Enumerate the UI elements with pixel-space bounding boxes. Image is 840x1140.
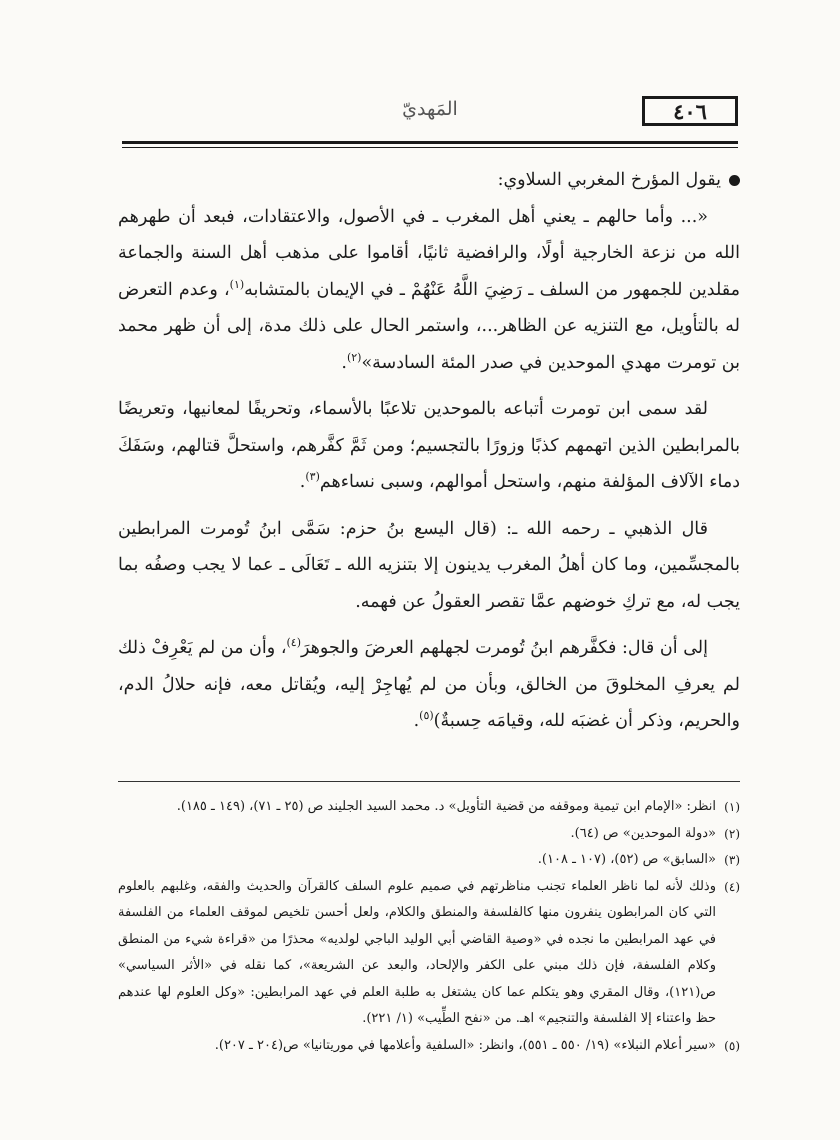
- header-rule-thin: [122, 147, 738, 148]
- quote-paragraph: [118, 199, 740, 382]
- footnote-3: [118, 847, 740, 874]
- paragraph-4-text-cont: ، وأن من لم يَعْرِفْ ذلك لم يعرفِ المخلوقَ من الخالق، وبأن من لم يُهاجِرْ إليه، ويُقاتل معه، فإنه حلالُ الدم، والحريم، وذكر أن غضبَه لله، وقيامَه حِسبةٌ): [118, 638, 740, 731]
- paragraph-3: [118, 511, 740, 621]
- bullet-icon: [729, 175, 740, 186]
- footnote-text: انظر: «الإمام ابن تيمية وموقفه من قضية التأويل» د. محمد السيد الجليند ص (٢٥ ـ ٧١)، (١٤٩ ـ ١٨٥).: [176, 799, 716, 814]
- footnote-text: وذلك لأنه لما ناظر العلماء تجنب مناظرتهم في صميم علوم السلف كالقرآن والحديث والفقه، وغلبهم بالعلوم التي كان المرابطون ينفرون منها كالفلسفة والمنطق والكلام، ولعل أحسن تلخيص لموقف العلماء من الفلسفة في عهد المرابطين ما نجده في «وصية القاضي أبي الوليد الباجي لولديه» محذرًا من «قراءة شيء من المنطق وكلام الفلسفة، فإن ذلك مبني على الكفر والإلحاد، والبعد عن الشريعة»، كما نقله في «الأثر السياسي» ص(١٢١)، وقال المقري وهو يتكلم عما كان يشتغل به طلبة العلم في عهد المرابطين: «وكل العلوم لها عندهم حظ واعتناء إلا الفلسفة والتنجيم» اهـ. من «نفح الطِّيب» (١/ ٢٢١).: [118, 878, 716, 1026]
- footnote-ref-5[interactable]: (٥): [419, 709, 434, 723]
- paragraph-3-text: قال الذهبي ـ رحمه الله ـ: (قال اليسع بنُ حزم: سَمَّى ابنُ تُومرت المرابطين بالمجسِّمين، وما كان أهلُ المغرب يدينون إلا بتنزيه الله ـ تَعَالَى ـ عما لا يجب وصفُه بما يجب له، مع تركِ خوضهم عمَّا تقصر العقولُ عن فهمه.: [118, 518, 740, 612]
- paragraph-4-end: .: [413, 711, 420, 731]
- footnote-number: (١): [724, 800, 740, 814]
- bullet-intro: [118, 162, 740, 199]
- footnotes: [118, 794, 740, 1059]
- running-title: المَهديّ: [402, 98, 458, 120]
- footnote-4: [118, 874, 740, 1033]
- quote-text-cont: ، وعدم التعرض له بالتأويل، مع التنزيه عن الظاهر...، واستمر الحال على ذلك مدة، إلى أن ظهر محمد بن تومرت مهدي الموحدين في صدر المئة السادسة»: [118, 279, 740, 373]
- paragraph-2: [118, 391, 740, 501]
- footnote-text: «سير أعلام النبلاء» (١٩/ ٥٥٠ ـ ٥٥١)، وانظر: «السلفية وأعلامها في موريتانيا» ص(٢٠٤ ـ ٢٠٧).: [214, 1037, 716, 1053]
- footnote-number: (٢): [724, 826, 740, 841]
- paragraph-2-end: .: [299, 472, 306, 492]
- page-header: [122, 92, 738, 136]
- footnote-ref-2[interactable]: (٢): [346, 350, 362, 364]
- footnote-text: «السابق» ص (٥٢)، (١٠٧ ـ ١٠٨).: [537, 852, 716, 867]
- footnote-ref-4[interactable]: (٤): [286, 636, 301, 650]
- footnote-number: (٤): [724, 879, 740, 894]
- footnote-text: «دولة الموحدين» ص (٦٤).: [570, 825, 716, 841]
- page-number: ٤٠٦: [642, 96, 738, 126]
- footnote-separator: [118, 781, 740, 782]
- paragraph-4-text: إلى أن قال: فكفَّرهم ابنُ تُومرت لجهلهم العرضَ والجوهرَ: [300, 638, 708, 658]
- bullet-intro-text: يقول المؤرخ المغربي السلاوي:: [497, 170, 721, 190]
- main-text: [118, 162, 740, 740]
- footnote-number: (٣): [724, 853, 740, 867]
- paragraph-4: [118, 630, 740, 740]
- footnote-5: [118, 1033, 740, 1060]
- footnote-ref-3[interactable]: (٣): [305, 470, 320, 484]
- footnote-2: [118, 821, 740, 848]
- footnote-1: [118, 794, 740, 821]
- footnote-number: (٥): [724, 1038, 740, 1053]
- header-rule-thick: [122, 141, 738, 144]
- quote-text: «... وأما حالهم ـ يعني أهل المغرب ـ في الأصول، والاعتقادات، فبعد أن طهرهم الله من نزعة الخارجية أولًا، والرافضية ثانيًا، أقاموا على مذهب أهل السنة والجماعة مقلدين للجمهور من السلف ـ رَضِيَ اللَّهُ عَنْهُمْ ـ في الإيمان بالمتشابه: [118, 206, 740, 300]
- quote-end: .: [341, 352, 347, 373]
- footnote-ref-1[interactable]: (١): [229, 277, 245, 291]
- paragraph-2-text: لقد سمى ابن تومرت أتباعه بالموحدين تلاعبًا بالأسماء، وتحريفًا لمعانيها، وتعريضًا بالمرابطين الذين اتهمهم كذبًا وزورًا بالتجسيم؛ ومن ثَمَّ كفَّرهم، واستحلَّ قتالهم، وسَفَكَ دماء الآلاف المؤلفة منهم، واستحل أموالهم، وسبى نساءهم: [118, 399, 740, 492]
